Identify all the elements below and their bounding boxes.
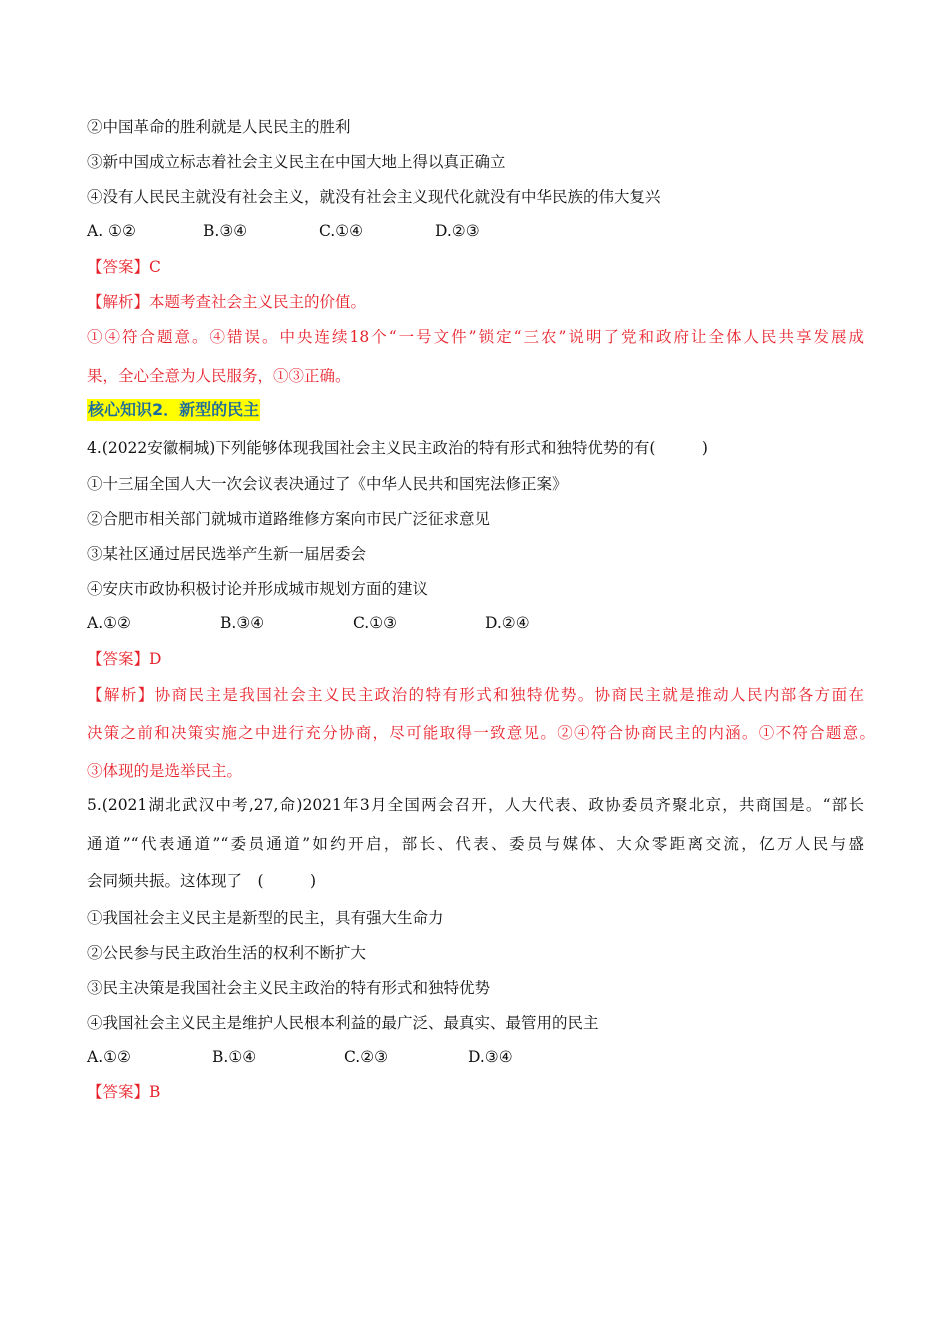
q5-answer: 【答案】B — [87, 1083, 161, 1101]
q3-option-c: C.①④ — [319, 222, 364, 240]
q3-analysis-line: 果，全心全意为人民服务，①③正确。 — [87, 367, 351, 385]
q5-stem-line: 通道”“代表通道”“委员通道”如约开启，部长、代表、委员与媒体、大众零距离交流，亿万人民与盛 — [87, 835, 864, 853]
q3-option-a: A. ①② — [87, 222, 136, 240]
q5-item-2: ②公民参与民主政治生活的权利不断扩大 — [87, 944, 367, 962]
q4-analysis-line: 【解析】协商民主是我国社会主义民主政治的特有形式和独特优势。协商民主就是推动人民内部各方面在 — [87, 686, 864, 704]
q4-stem: 4.(2022安徽桐城)下列能够体现我国社会主义民主政治的特有形式和独特优势的有( ) — [87, 439, 708, 457]
q4-item-2: ②合肥市相关部门就城市道路维修方案向市民广泛征求意见 — [87, 510, 491, 528]
q3-answer: 【答案】C — [87, 258, 161, 276]
q4-option-a: A.①② — [87, 614, 131, 632]
q4-analysis-line: ③体现的是选举民主。 — [87, 762, 243, 780]
q3-item-3: ③新中国成立标志着社会主义民主在中国大地上得以真正确立 — [87, 153, 506, 171]
q3-analysis-title: 【解析】本题考查社会主义民主的价值。 — [87, 293, 367, 311]
q5-option-d: D.③④ — [468, 1048, 513, 1066]
q4-item-1: ①十三届全国人大一次会议表决通过了《中华人民共和国宪法修正案》 — [87, 475, 568, 493]
q4-analysis-line: 决策之前和决策实施之中进行充分协商，尽可能取得一致意见。②④符合协商民主的内涵。①不符合题意。 — [87, 724, 875, 742]
q5-option-b: B.①④ — [212, 1048, 257, 1066]
q5-option-a: A.①② — [87, 1048, 131, 1066]
q3-item-2: ②中国革命的胜利就是人民民主的胜利 — [87, 118, 351, 136]
q4-answer: 【答案】D — [87, 650, 162, 668]
q3-analysis-line: ①④符合题意。④错误。中央连续18个“一号文件”锁定“三农”说明了党和政府让全体人民共享发展成 — [87, 328, 864, 346]
q5-stem-line: 会同频共振。这体现了 ( ) — [87, 872, 317, 890]
q4-option-c: C.①③ — [353, 614, 398, 632]
q3-option-d: D.②③ — [435, 222, 480, 240]
q5-item-1: ①我国社会主义民主是新型的民主，具有强大生命力 — [87, 909, 444, 927]
section-heading: 核心知识2．新型的民主 — [88, 400, 260, 419]
q3-option-b: B.③④ — [203, 222, 248, 240]
q4-option-d: D.②④ — [485, 614, 530, 632]
q4-item-3: ③某社区通过居民选举产生新一届居委会 — [87, 545, 367, 563]
q5-option-c: C.②③ — [344, 1048, 389, 1066]
q3-item-4: ④没有人民民主就没有社会主义，就没有社会主义现代化就没有中华民族的伟大复兴 — [87, 188, 661, 206]
q4-item-4: ④安庆市政协积极讨论并形成城市规划方面的建议 — [87, 580, 429, 598]
q4-option-b: B.③④ — [220, 614, 265, 632]
q5-stem-line: 5.(2021湖北武汉中考,27,命)2021年3月全国两会召开，人大代表、政协委员齐聚北京，共商国是。“部长 — [87, 796, 864, 814]
q5-item-3: ③民主决策是我国社会主义民主政治的特有形式和独特优势 — [87, 979, 491, 997]
q5-item-4: ④我国社会主义民主是维护人民根本利益的最广泛、最真实、最管用的民主 — [87, 1014, 599, 1032]
